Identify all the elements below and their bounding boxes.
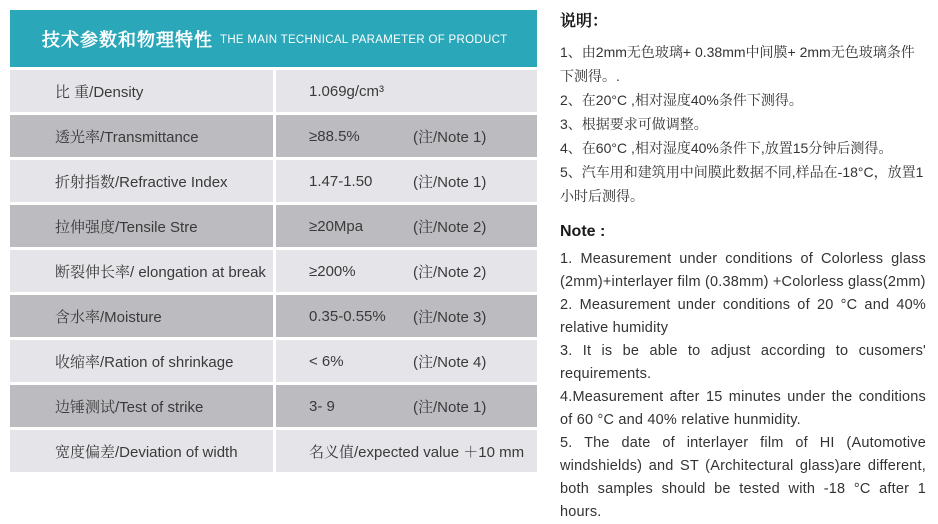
parameter-value: 0.35-0.55% [309, 307, 386, 325]
note-item: 4.Measurement after 15 minutes under the conditions of 60 °C and 40% relative hunmidity. [560, 389, 926, 428]
notes-panel [560, 8, 926, 524]
note-heading: Note : [560, 223, 606, 240]
parameter-value-cell [276, 430, 537, 472]
parameter-value: 3- 9 [309, 397, 335, 415]
parameter-name: 透光率/Transmittance [10, 115, 273, 157]
note-item: 2. Measurement under conditions of 20 °C and 40% relative humidity [560, 297, 926, 336]
spec-table [10, 10, 537, 475]
explanation-item: 3、根据要求可做调整。 [560, 116, 708, 132]
parameter-value: ≥200% [309, 262, 356, 280]
table-title-bar [10, 10, 537, 67]
parameter-note-ref: (注/Note 3) [413, 308, 487, 326]
table-row [10, 70, 537, 112]
parameter-note-ref: (注/Note 2) [413, 218, 487, 236]
table-row [10, 205, 537, 247]
parameter-note-ref: (注/Note 1) [413, 398, 487, 416]
parameter-name: 边锤测试/Test of strike [10, 385, 273, 427]
table-title-en: THE MAIN TECHNICAL PARAMETER OF PRODUCT [220, 34, 508, 46]
table-row [10, 430, 537, 472]
table-body [10, 70, 537, 472]
parameter-value-cell [276, 295, 537, 337]
parameter-value: 名义值/expected value ＋10 mm [309, 443, 525, 461]
parameter-value-cell [276, 205, 537, 247]
parameter-name: 拉伸强度/Tensile Stre [10, 205, 273, 247]
table-row [10, 385, 537, 427]
note-item: 5. The date of interlayer film of HI (Automotive windshields) and ST (Architectural glass)are different, both samples should be tested with -18 °C after 1 hours. [560, 435, 926, 520]
table-row [10, 115, 537, 157]
table-row [10, 160, 537, 202]
parameter-value-cell [276, 250, 537, 292]
note-item: 3. It is be able to adjust according to cusomers' requirements. [560, 343, 926, 382]
parameter-value-cell [276, 385, 537, 427]
parameter-note-ref: (注/Note 1) [413, 173, 487, 191]
parameter-name: 宽度偏差/Deviation of width [10, 430, 273, 472]
table-row [10, 250, 537, 292]
explanation-item: 1、由2mm无色玻璃+ 0.38mm中间膜+ 2mm无色玻璃条件下测得。. [560, 44, 915, 84]
explanation-item: 5、汽车用和建筑用中间膜此数据不同,样品在-18°C，放置1小时后测得。 [560, 164, 924, 204]
note-list [560, 248, 926, 524]
parameter-name: 收缩率/Ration of shrinkage [10, 340, 273, 382]
parameter-value-cell [276, 340, 537, 382]
parameter-note-ref: (注/Note 2) [413, 263, 487, 281]
parameter-value: 1.47-1.50 [309, 172, 373, 190]
note-item: 1. Measurement under conditions of Colorless glass (2mm)+interlayer film (0.38mm) +Colorless glass(2mm) [560, 251, 926, 290]
parameter-note-ref: (注/Note 4) [413, 353, 487, 371]
parameter-value-cell [276, 160, 537, 202]
table-row [10, 295, 537, 337]
parameter-name: 断裂伸长率/ elongation at break [10, 250, 273, 292]
parameter-value-cell [276, 70, 537, 112]
explanation-list [560, 40, 926, 208]
parameter-name: 折射指数/Refractive Index [10, 160, 273, 202]
parameter-value: 1.069g/cm³ [309, 82, 385, 100]
explanation-item: 4、在60°C ,相对湿度40%条件下,放置15分钟后测得。 [560, 140, 893, 156]
parameter-value: < 6% [309, 352, 344, 370]
parameter-value: ≥88.5% [309, 127, 360, 145]
table-title-zh: 技术参数和物理特性 [42, 29, 213, 50]
parameter-name: 含水率/Moisture [10, 295, 273, 337]
parameter-note-ref: (注/Note 1) [413, 128, 487, 146]
table-row [10, 340, 537, 382]
parameter-name: 比 重/Density [10, 70, 273, 112]
parameter-value-cell [276, 115, 537, 157]
parameter-value: ≥20Mpa [309, 217, 364, 235]
explanation-heading: 说明： [560, 13, 609, 30]
explanation-item: 2、在20°C ,相对湿度40%条件下测得。 [560, 92, 803, 108]
